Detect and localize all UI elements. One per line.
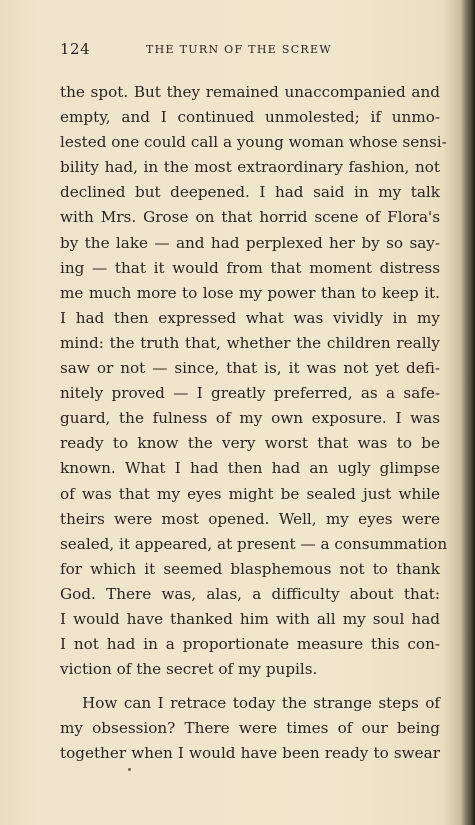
text-line: nitely proved — I greatly preferred, as a safe- <box>60 384 440 403</box>
text-line: I not had in a proportionate measure this con- <box>60 635 440 654</box>
paragraph-2 <box>60 691 440 766</box>
text-line: sealed, it appeared, at present — a consummation <box>60 534 448 553</box>
paragraph-gap <box>60 682 440 691</box>
text-line: empty, and I continued unmolested; if unmo- <box>60 108 440 127</box>
text-line: the spot. But they remained unaccompanied and <box>60 83 440 101</box>
page-header <box>60 40 430 60</box>
text-line: ing — that it would from that moment distress <box>60 258 440 277</box>
text-line: for which it seemed blasphemous not to thank <box>60 559 440 578</box>
text-line: together when I would have been ready to swear <box>60 744 440 763</box>
page-edge-shadow <box>461 0 475 825</box>
text-line: bility had, in the most extraordinary fashion, not <box>60 158 440 177</box>
text-line: guard, the fulness of my own exposure. I was <box>60 409 440 428</box>
text-line: saw or not — since, that is, it was not yet defi- <box>60 359 440 378</box>
text-line: of was that my eyes might be sealed just while <box>60 484 440 503</box>
text-line: declined but deepened. I had said in my talk <box>60 183 440 202</box>
paragraph-1 <box>60 80 448 682</box>
text-line: by the lake — and had perplexed her by so say- <box>60 233 440 252</box>
text-line: known. What I had then had an ugly glimpse <box>60 459 440 478</box>
text-line: lested one could call a young woman whose sensi- <box>60 133 447 152</box>
page-number: 124 <box>60 40 91 58</box>
text-line: I had then expressed what was vividly in my <box>60 308 440 327</box>
text-line: God. There was, alas, a difficulty about that: <box>60 584 440 603</box>
ink-speck <box>128 768 131 771</box>
body-text <box>60 80 448 767</box>
text-line: with Mrs. Grose on that horrid scene of Flora's <box>60 208 440 227</box>
text-line: ready to know the very worst that was to be <box>60 434 440 453</box>
text-line: viction of the secret of my pupils. <box>60 660 318 679</box>
text-line: How can I retrace today the strange steps of <box>82 694 440 713</box>
text-line: mind: the truth that, whether the children really <box>60 333 440 352</box>
text-line: I would have thanked him with all my soul had <box>60 609 440 628</box>
running-head: THE TURN OF THE SCREW <box>146 43 332 56</box>
text-line: my obsession? There were times of our being <box>60 719 440 738</box>
text-line: me much more to lose my power than to keep it. <box>60 283 440 302</box>
text-line: theirs were most opened. Well, my eyes were <box>60 509 440 528</box>
